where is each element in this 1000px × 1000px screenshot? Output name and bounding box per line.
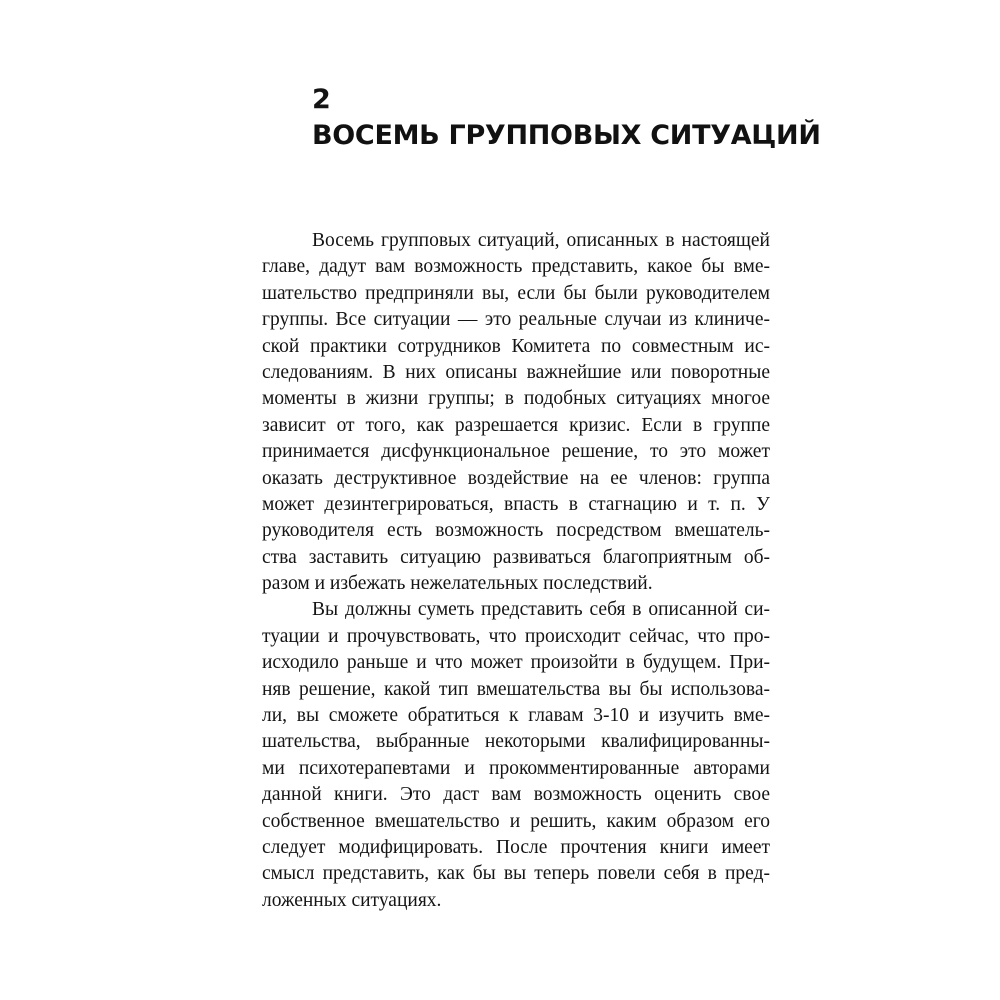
text-line: шательство предприняли вы, если бы были руководителем bbox=[262, 282, 770, 304]
text-line: руководителя есть возможность посредством вмешатель- bbox=[262, 520, 770, 542]
text-line: туации и прочувствовать, что происходит сейчас, что про- bbox=[262, 625, 770, 647]
text-line: разом и избежать нежелательных последствий. bbox=[262, 573, 653, 595]
text-line: может дезинтегрироваться, впасть в стагнацию и т. п. У bbox=[262, 493, 770, 515]
text-line: оказать деструктивное воздействие на ее членов: группа bbox=[262, 467, 770, 489]
text-line: главе, дадут вам возможность представить, какое бы вме- bbox=[262, 256, 770, 278]
text-line: принимается дисфункциональное решение, то это может bbox=[262, 441, 770, 463]
text-line: данной книги. Это даст вам возможность оценить свое bbox=[262, 784, 770, 806]
text-line: группы. Все ситуации — это реальные случаи из клиниче- bbox=[262, 309, 770, 331]
paragraph bbox=[262, 597, 770, 914]
text-line: ства заставить ситуацию развиваться благоприятным об- bbox=[262, 546, 770, 568]
chapter-title: ВОСЕМЬ ГРУППОВЫХ СИТУАЦИЙ bbox=[312, 120, 821, 151]
text-line: шательства, выбранные некоторыми квалифицированны- bbox=[262, 731, 770, 753]
text-line: ми психотерапевтами и прокомментированные авторами bbox=[262, 757, 770, 779]
text-line: исходило раньше и что может произойти в будущем. При- bbox=[262, 652, 770, 674]
text-line: ской практики сотрудников Комитета по совместным ис- bbox=[262, 335, 770, 357]
text-line: моменты в жизни группы; в подобных ситуациях многое bbox=[262, 388, 770, 410]
text-line: зависит от того, как разрешается кризис. Если в группе bbox=[262, 414, 770, 436]
text-line: ложенных ситуациях. bbox=[262, 889, 442, 911]
paragraph bbox=[262, 228, 770, 597]
text-line: няв решение, какой тип вмешательства вы бы использова- bbox=[262, 678, 770, 700]
text-line: Вы должны суметь представить себя в описанной си- bbox=[312, 599, 770, 621]
body-text bbox=[262, 228, 770, 914]
text-line: ли, вы сможете обратиться к главам 3-10 и изучить вме- bbox=[262, 705, 770, 727]
text-line: собственное вмешательство и решить, каким образом его bbox=[262, 810, 770, 832]
text-line: смысл представить, как бы вы теперь повели себя в пред- bbox=[262, 863, 770, 885]
chapter-number: 2 bbox=[312, 84, 331, 115]
text-line: Восемь групповых ситуаций, описанных в настоящей bbox=[312, 230, 770, 251]
text-line: следует модифицировать. После прочтения книги имеет bbox=[262, 836, 770, 858]
text-line: следованиям. В них описаны важнейшие или поворотные bbox=[262, 361, 770, 383]
